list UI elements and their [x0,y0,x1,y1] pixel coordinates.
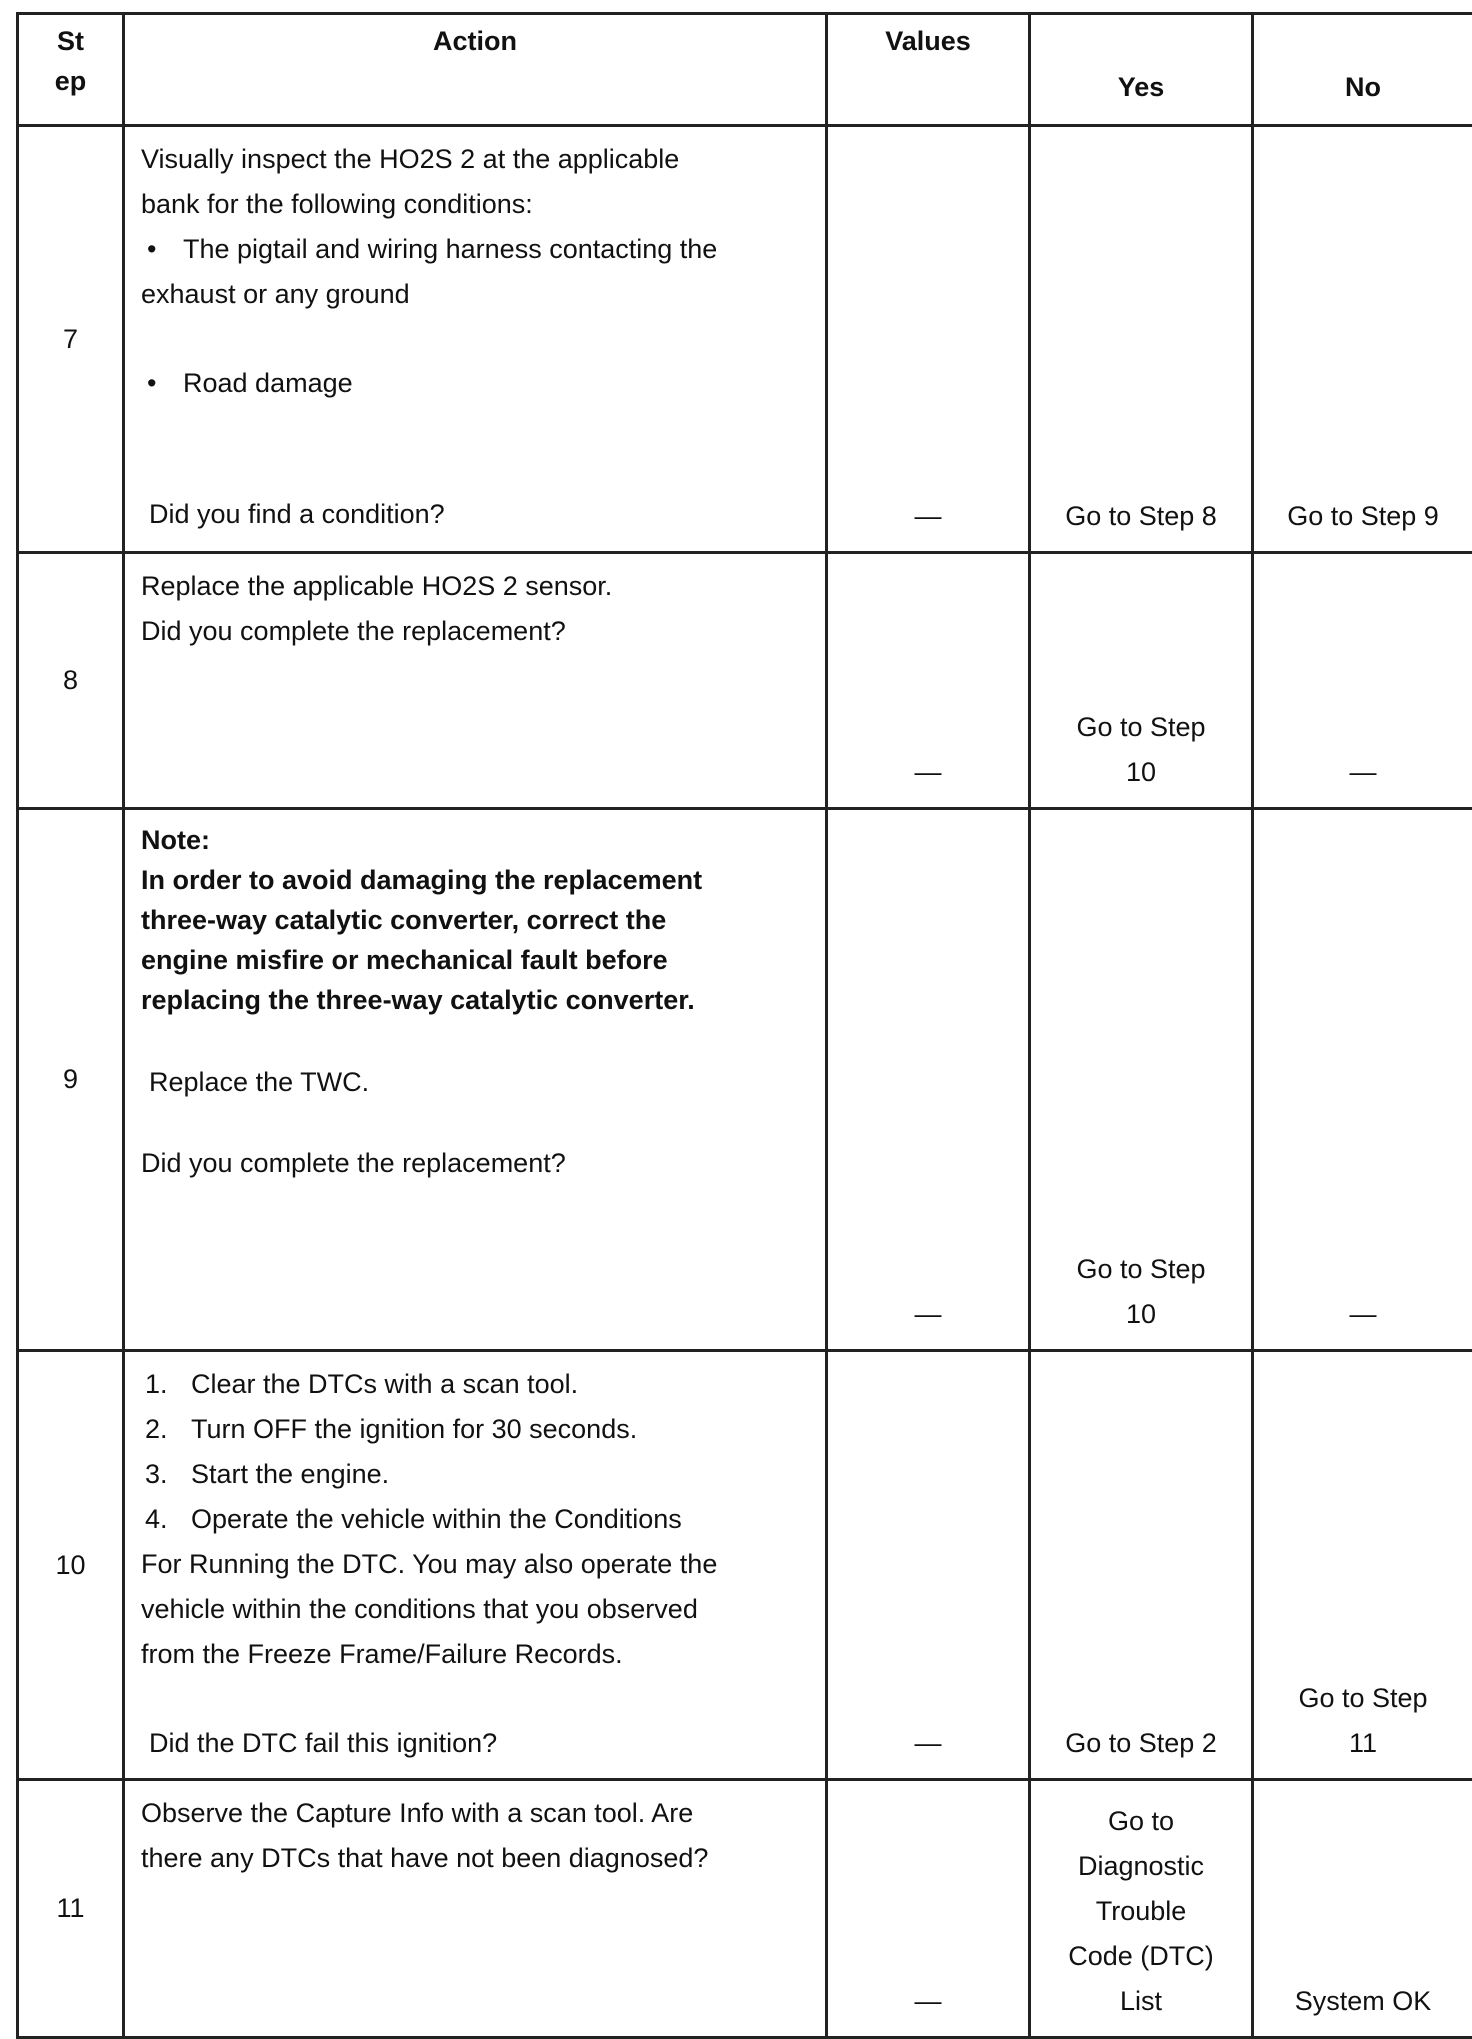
values-cell: — [827,126,1030,553]
yes-cell: Go to Step 8 [1030,126,1253,553]
table-row [18,126,1472,553]
no-cell: System OK [1253,1780,1472,2038]
step-number: 10 [18,1351,124,1780]
yes-cell: Go to Step 10 [1030,809,1253,1351]
yes-cell: Go to Step 10 [1030,553,1253,809]
diagnostic-table [16,12,1472,2039]
table-row [18,1780,1472,2038]
header-action: Action [124,14,827,126]
header-values: Values [827,14,1030,126]
header-no: No [1253,14,1472,126]
action-cell: Visually inspect the HO2S 2 at the applicable bank for the following conditions: • The pigtail and wiring harness contacting the exhaust or any ground • Road damage Did you find a condition? [124,126,827,553]
question: Did the DTC fail this ignition? [141,1721,811,1766]
action-cell: 1. Clear the DTCs with a scan tool. 2. Turn OFF the ignition for 30 seconds. 3. Start the engine. 4. Operate the vehicle within the Conditions For Running the DTC. You may also operate the vehicle within the conditions that you observed from the Freeze Frame/Failure Records. Did the DTC fail this ignition? [124,1351,827,1780]
numbered-item: 3. Start the engine. [141,1452,811,1497]
values-cell: — [827,1351,1030,1780]
bullet-item: • Road damage [141,361,811,406]
no-cell: — [1253,553,1472,809]
question: Did you find a condition? [141,492,811,537]
header-step: St ep [18,14,124,126]
note-block: Note: In order to avoid damaging the replacement three-way catalytic converter, correct the engine misfire or mechanical fault before replacing the three-way catalytic converter. [141,820,811,1020]
step-number: 9 [18,809,124,1351]
numbered-item: 2. Turn OFF the ignition for 30 seconds. [141,1407,811,1452]
header-yes: Yes [1030,14,1253,126]
table-row [18,1351,1472,1780]
action-cell: Note: In order to avoid damaging the replacement three-way catalytic converter, correct the engine misfire or mechanical fault before replacing the three-way catalytic converter. Replace the TWC. Did you complete the replacement? [124,809,827,1351]
no-cell: — [1253,809,1472,1351]
table-row [18,553,1472,809]
yes-cell: Go to Diagnostic Trouble Code (DTC) List [1030,1780,1253,2038]
step-number: 11 [18,1780,124,2038]
table-row [18,809,1472,1351]
step-number: 7 [18,126,124,553]
values-cell: — [827,553,1030,809]
yes-cell: Go to Step 2 [1030,1351,1253,1780]
values-cell: — [827,809,1030,1351]
no-cell: Go to Step 11 [1253,1351,1472,1780]
numbered-item: 1. Clear the DTCs with a scan tool. [141,1362,811,1407]
header-row [18,14,1472,126]
action-cell: Observe the Capture Info with a scan tool. Are there any DTCs that have not been diagnosed? [124,1780,827,2038]
no-cell: Go to Step 9 [1253,126,1472,553]
action-cell: Replace the applicable HO2S 2 sensor. Did you complete the replacement? [124,553,827,809]
values-cell: — [827,1780,1030,2038]
step-number: 8 [18,553,124,809]
bullet-item: • The pigtail and wiring harness contacting the [141,227,811,272]
numbered-item: 4. Operate the vehicle within the Conditions [141,1497,811,1542]
question: Did you complete the replacement? [141,1141,811,1186]
